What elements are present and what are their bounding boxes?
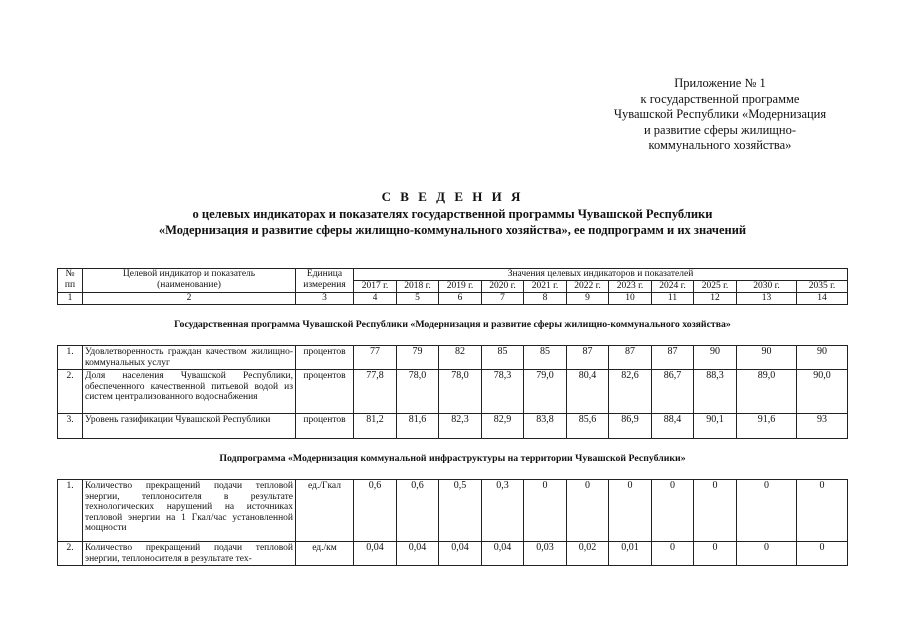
unit-of-measure: ед./Гкал bbox=[296, 480, 354, 542]
unit-of-measure: процентов bbox=[296, 346, 354, 370]
column-number: 2 bbox=[83, 293, 296, 305]
indicator-name: Удовлетворенность граждан качеством жилищно-коммунальных услуг bbox=[83, 346, 296, 370]
appendix-block bbox=[600, 76, 840, 154]
indicator-value: 0 bbox=[652, 480, 694, 542]
document-subtitle-2: «Модернизация и развитие сферы жилищно-коммунального хозяйства», ее подпрограмм и их значений bbox=[158, 223, 747, 237]
row-number: 1. bbox=[58, 480, 83, 542]
column-number: 3 bbox=[296, 293, 354, 305]
header-unit: Единица bbox=[306, 269, 343, 279]
indicator-value: 0,04 bbox=[354, 542, 397, 566]
header-year: 2030 г. bbox=[737, 281, 797, 293]
indicator-value: 86,9 bbox=[609, 414, 652, 439]
indicator-value: 86,7 bbox=[652, 370, 694, 414]
indicator-name: Количество прекращений подачи тепловой энергии, теплоносителя в результате тех- bbox=[83, 542, 296, 566]
indicator-value: 78,3 bbox=[482, 370, 524, 414]
table-row bbox=[58, 480, 848, 542]
indicator-value: 81,6 bbox=[397, 414, 439, 439]
indicator-value: 85 bbox=[482, 346, 524, 370]
row-number: 3. bbox=[58, 414, 83, 439]
indicator-value: 78,0 bbox=[439, 370, 482, 414]
indicator-value: 83,8 bbox=[524, 414, 567, 439]
indicator-value: 0 bbox=[524, 480, 567, 542]
indicator-value: 0 bbox=[797, 542, 848, 566]
header-year: 2017 г. bbox=[354, 281, 397, 293]
indicator-value: 91,6 bbox=[737, 414, 797, 439]
indicator-value: 0,3 bbox=[482, 480, 524, 542]
indicator-value: 78,0 bbox=[397, 370, 439, 414]
table-column-numbers-row bbox=[58, 293, 848, 305]
indicator-value: 0,04 bbox=[397, 542, 439, 566]
indicator-value: 90 bbox=[737, 346, 797, 370]
row-number: 2. bbox=[58, 542, 83, 566]
indicator-value: 0 bbox=[609, 480, 652, 542]
indicator-value: 81,2 bbox=[354, 414, 397, 439]
section-title: Подпрограмма «Модернизация коммунальной инфраструктуры на территории Чувашской Республики» bbox=[58, 439, 848, 480]
header-no: № bbox=[65, 269, 75, 279]
column-number: 8 bbox=[524, 293, 567, 305]
unit-of-measure: процентов bbox=[296, 414, 354, 439]
header-year: 2024 г. bbox=[652, 281, 694, 293]
table-row bbox=[58, 370, 848, 414]
column-number: 14 bbox=[797, 293, 848, 305]
indicator-value: 0 bbox=[567, 480, 609, 542]
appendix-line: Чувашской Республики «Модернизация bbox=[613, 107, 827, 121]
section-title: Государственная программа Чувашской Республики «Модернизация и развитие сферы жилищно-коммунального хозяйства» bbox=[58, 305, 848, 346]
header-indicator-sub: (наименование) bbox=[157, 279, 221, 290]
header-unit-cell bbox=[296, 269, 354, 293]
appendix-line: коммунального хозяйства» bbox=[648, 138, 792, 152]
indicator-value: 0,01 bbox=[609, 542, 652, 566]
row-number: 2. bbox=[58, 370, 83, 414]
document-heading bbox=[0, 188, 905, 238]
table-row bbox=[58, 414, 848, 439]
indicator-value: 0,02 bbox=[567, 542, 609, 566]
indicator-value: 85,6 bbox=[567, 414, 609, 439]
column-number: 12 bbox=[694, 293, 737, 305]
indicator-value: 79 bbox=[397, 346, 439, 370]
header-year: 2020 г. bbox=[482, 281, 524, 293]
indicator-value: 79,0 bbox=[524, 370, 567, 414]
indicator-value: 82,9 bbox=[482, 414, 524, 439]
header-no-cell bbox=[58, 269, 83, 293]
column-number: 13 bbox=[737, 293, 797, 305]
indicator-value: 0,03 bbox=[524, 542, 567, 566]
column-number: 1 bbox=[58, 293, 83, 305]
indicator-value: 87 bbox=[609, 346, 652, 370]
header-year: 2025 г. bbox=[694, 281, 737, 293]
indicator-value: 0,6 bbox=[397, 480, 439, 542]
table-header-row bbox=[58, 269, 848, 281]
document-title: С В Е Д Е Н И Я bbox=[381, 189, 524, 204]
indicator-value: 80,4 bbox=[567, 370, 609, 414]
header-indicator: Целевой индикатор и показатель bbox=[122, 269, 256, 279]
indicator-value: 0,04 bbox=[439, 542, 482, 566]
appendix-line: к государственной программе bbox=[640, 91, 800, 106]
column-number: 6 bbox=[439, 293, 482, 305]
column-number: 7 bbox=[482, 293, 524, 305]
header-no-sub: пп bbox=[64, 279, 76, 290]
column-number: 4 bbox=[354, 293, 397, 305]
indicator-value: 90,1 bbox=[694, 414, 737, 439]
unit-of-measure: ед./км bbox=[296, 542, 354, 566]
indicator-value: 87 bbox=[652, 346, 694, 370]
column-number: 11 bbox=[652, 293, 694, 305]
section-row bbox=[58, 305, 848, 346]
header-year: 2022 г. bbox=[567, 281, 609, 293]
header-year: 2021 г. bbox=[524, 281, 567, 293]
indicator-value: 82,6 bbox=[609, 370, 652, 414]
column-number: 9 bbox=[567, 293, 609, 305]
indicator-value: 0 bbox=[652, 542, 694, 566]
indicator-value: 90 bbox=[797, 346, 848, 370]
indicator-value: 0 bbox=[737, 480, 797, 542]
table-row bbox=[58, 346, 848, 370]
indicator-value: 90,0 bbox=[797, 370, 848, 414]
indicator-value: 82,3 bbox=[439, 414, 482, 439]
indicator-value: 87 bbox=[567, 346, 609, 370]
indicator-name: Количество прекращений подачи тепловой энергии, теплоносителя в результате технологических нарушений на источниках тепловой энергии на 1 Гкал/час установленной мощности bbox=[83, 480, 296, 542]
appendix-line: Приложение № 1 bbox=[674, 76, 766, 90]
header-year: 2018 г. bbox=[397, 281, 439, 293]
header-indicator-cell bbox=[83, 269, 296, 293]
indicator-value: 0,5 bbox=[439, 480, 482, 542]
indicator-value: 77 bbox=[354, 346, 397, 370]
indicator-value: 88,4 bbox=[652, 414, 694, 439]
indicator-value: 0 bbox=[737, 542, 797, 566]
header-year: 2035 г. bbox=[797, 281, 848, 293]
header-values-group: Значения целевых индикаторов и показателей bbox=[354, 269, 848, 281]
header-unit-sub: измерения bbox=[303, 279, 346, 290]
indicator-value: 90 bbox=[694, 346, 737, 370]
column-number: 5 bbox=[397, 293, 439, 305]
appendix-line: и развитие сферы жилищно- bbox=[643, 122, 797, 137]
indicator-value: 93 bbox=[797, 414, 848, 439]
indicator-value: 0 bbox=[797, 480, 848, 542]
column-number: 10 bbox=[609, 293, 652, 305]
indicator-value: 85 bbox=[524, 346, 567, 370]
indicator-value: 82 bbox=[439, 346, 482, 370]
indicator-name: Уровень газификации Чувашской Республики bbox=[83, 414, 296, 439]
indicator-value: 0 bbox=[694, 542, 737, 566]
indicator-value: 0,6 bbox=[354, 480, 397, 542]
indicator-value: 77,8 bbox=[354, 370, 397, 414]
indicator-value: 0 bbox=[694, 480, 737, 542]
header-year: 2019 г. bbox=[439, 281, 482, 293]
indicators-table bbox=[57, 268, 848, 566]
table-row bbox=[58, 542, 848, 566]
indicator-value: 0,04 bbox=[482, 542, 524, 566]
section-row bbox=[58, 439, 848, 480]
unit-of-measure: процентов bbox=[296, 370, 354, 414]
indicator-name: Доля населения Чувашской Республики, обеспеченного качественной питьевой водой из систем централизованного водоснабжения bbox=[83, 370, 296, 414]
document-subtitle: о целевых индикаторах и показателях государственной программы Чувашской Республики bbox=[192, 207, 713, 221]
indicator-value: 88,3 bbox=[694, 370, 737, 414]
indicator-value: 89,0 bbox=[737, 370, 797, 414]
row-number: 1. bbox=[58, 346, 83, 370]
header-year: 2023 г. bbox=[609, 281, 652, 293]
